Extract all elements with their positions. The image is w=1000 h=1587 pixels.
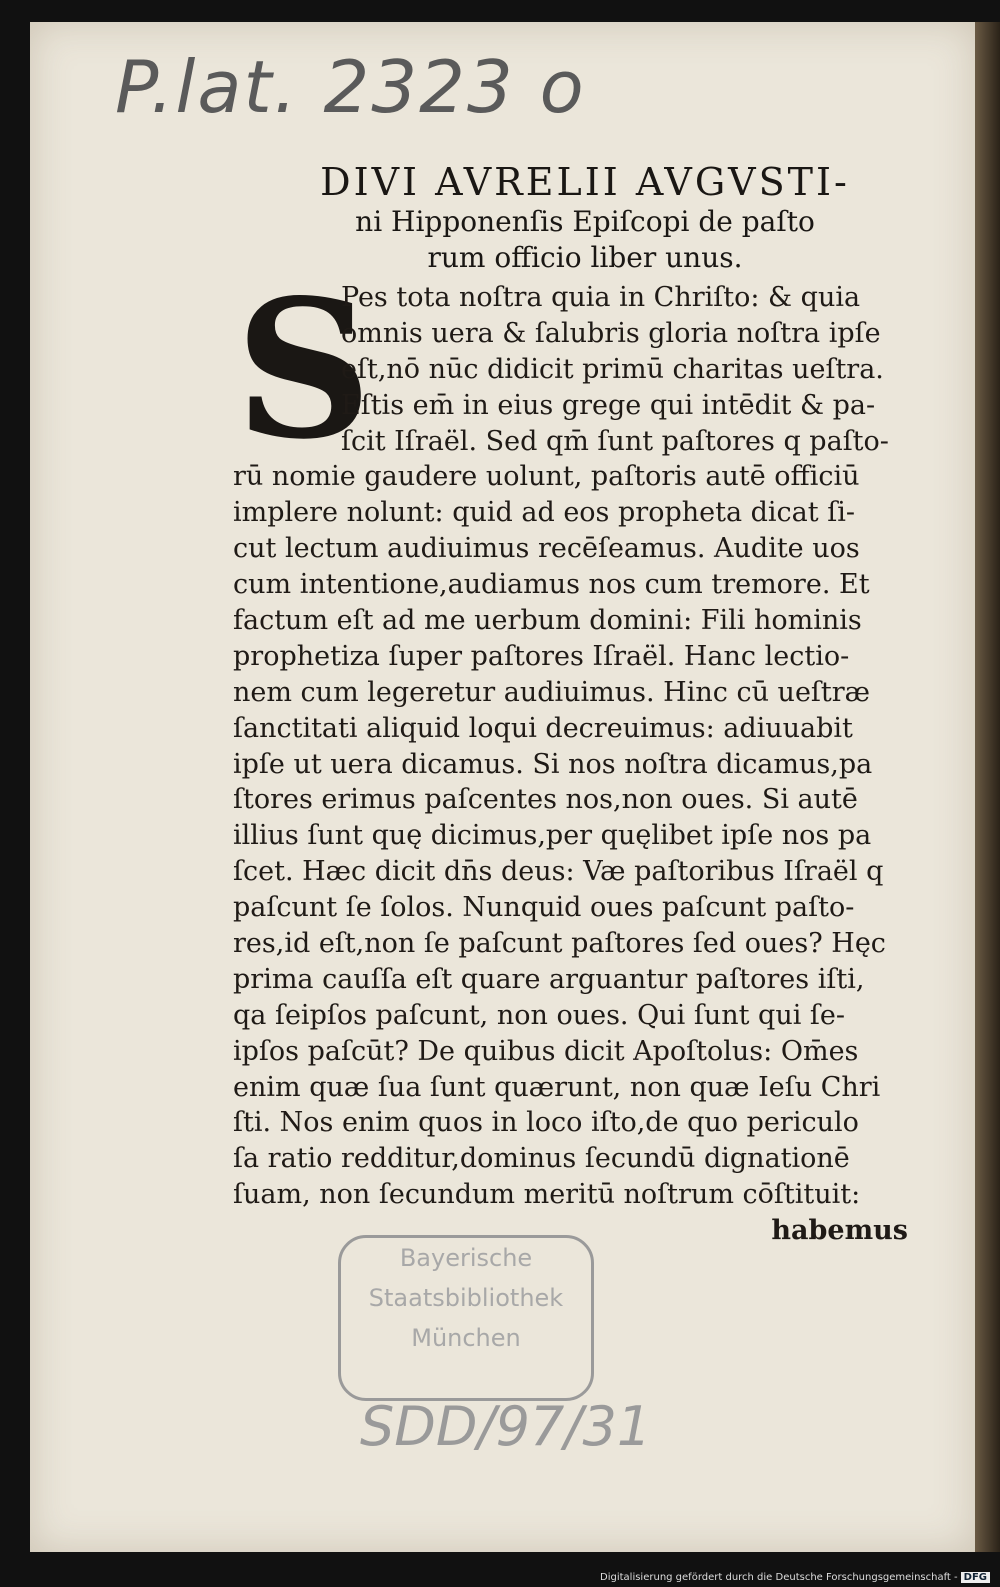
- text-line: implere nolunt: quid ad eos propheta dicat ſi-: [233, 497, 855, 529]
- text-line: omnis uera & ſalubris gloria noſtra ipſe: [341, 317, 881, 349]
- dfg-logo: DFG: [961, 1572, 990, 1583]
- drop-cap: S: [235, 258, 373, 481]
- text-line: Eſtis em̄ in eius grege qui intēdit & pa-: [341, 389, 876, 421]
- text-line: paſcunt ſe ſolos. Nunquid oues paſcunt paſto-: [233, 892, 855, 924]
- footer-credit: [600, 1572, 990, 1583]
- text-line: ſuam, non ſecundum meritū noſtrum cōſtituit:: [233, 1179, 861, 1211]
- shelfmark: P.lat. 2323 o: [115, 45, 586, 129]
- text-line: eſt,nō nūc didicit primū charitas ueſtra.: [341, 353, 884, 385]
- text-line: ſanctitati aliquid loqui decreuimus: adiuuabit: [233, 712, 853, 744]
- text-line: ſti. Nos enim quos in loco iſto,de quo periculo: [233, 1107, 859, 1139]
- text-line: ipſe ut uera dicamus. Si nos noſtra dicamus,pa: [233, 748, 873, 780]
- stamp-line-2: Staatsbibliothek: [368, 1284, 564, 1312]
- text-line: factum eſt ad me uerbum domini: Fili hominis: [233, 605, 862, 637]
- book-spine-edge: [975, 22, 1000, 1552]
- text-line: ſcet. Hæc dicit dn̄s deus: Væ paſtoribus Iſraël q: [233, 856, 884, 888]
- library-stamp: [338, 1235, 594, 1401]
- footer-text: Digitalisierung gefördert durch die Deutsche Forschungsgemeinschaft -: [600, 1572, 958, 1583]
- title-line-3: rum officio liber unus.: [427, 241, 743, 274]
- text-line: ipſos paſcūt? De quibus dicit Apoſtolus: Om̄es: [233, 1035, 859, 1067]
- catchword: habemus: [771, 1215, 908, 1247]
- text-line: cut lectum audiuimus recēſeamus. Audite uos: [233, 533, 860, 565]
- stamp-line-3: München: [411, 1324, 521, 1352]
- title-line-2: ni Hipponenſis Epiſcopi de paſto: [355, 205, 815, 238]
- title-line-1: DIVI AVRELII AVGVSTI-: [320, 160, 850, 204]
- text-line: rū nomie gaudere uolunt, paſtoris autē officiū: [233, 461, 860, 493]
- text-line: ſtores erimus paſcentes nos,non oues. Si autē: [233, 784, 858, 816]
- text-line: ſa ratio redditur,dominus ſecundū dignationē: [233, 1143, 850, 1175]
- text-line: res,id eſt,non ſe paſcunt paſtores ſed oues? Hęc: [233, 928, 886, 960]
- text-line: prophetiza ſuper paſtores Iſraël. Hanc lectio-: [233, 640, 850, 672]
- text-line: prima cauſſa eſt quare arguantur paſtores iſti,: [233, 963, 865, 995]
- text-line: cum intentione,audiamus nos cum tremore. Et: [233, 569, 870, 601]
- stamp-line-1: Bayerische: [399, 1244, 533, 1272]
- text-line: illius ſunt quę dicimus,per quęlibet ipſe nos pa: [233, 820, 872, 852]
- text-line: enim quæ ſua ſunt quærunt, non quæ Ieſu Chri: [233, 1071, 881, 1103]
- text-line: qa ſeipſos paſcunt, non oues. Qui ſunt qui ſe-: [233, 999, 846, 1031]
- stamp-number: SDD/97/31: [360, 1395, 652, 1458]
- body-text: [233, 258, 923, 1249]
- text-line: ſcit Iſraël. Sed qm̄ ſunt paſtores q paſto-: [341, 425, 889, 457]
- text-line: Pes tota noſtra quia in Chriſto: & quia: [341, 282, 861, 313]
- text-line: nem cum legeretur audiuimus. Hinc cū ueſtræ: [233, 676, 871, 708]
